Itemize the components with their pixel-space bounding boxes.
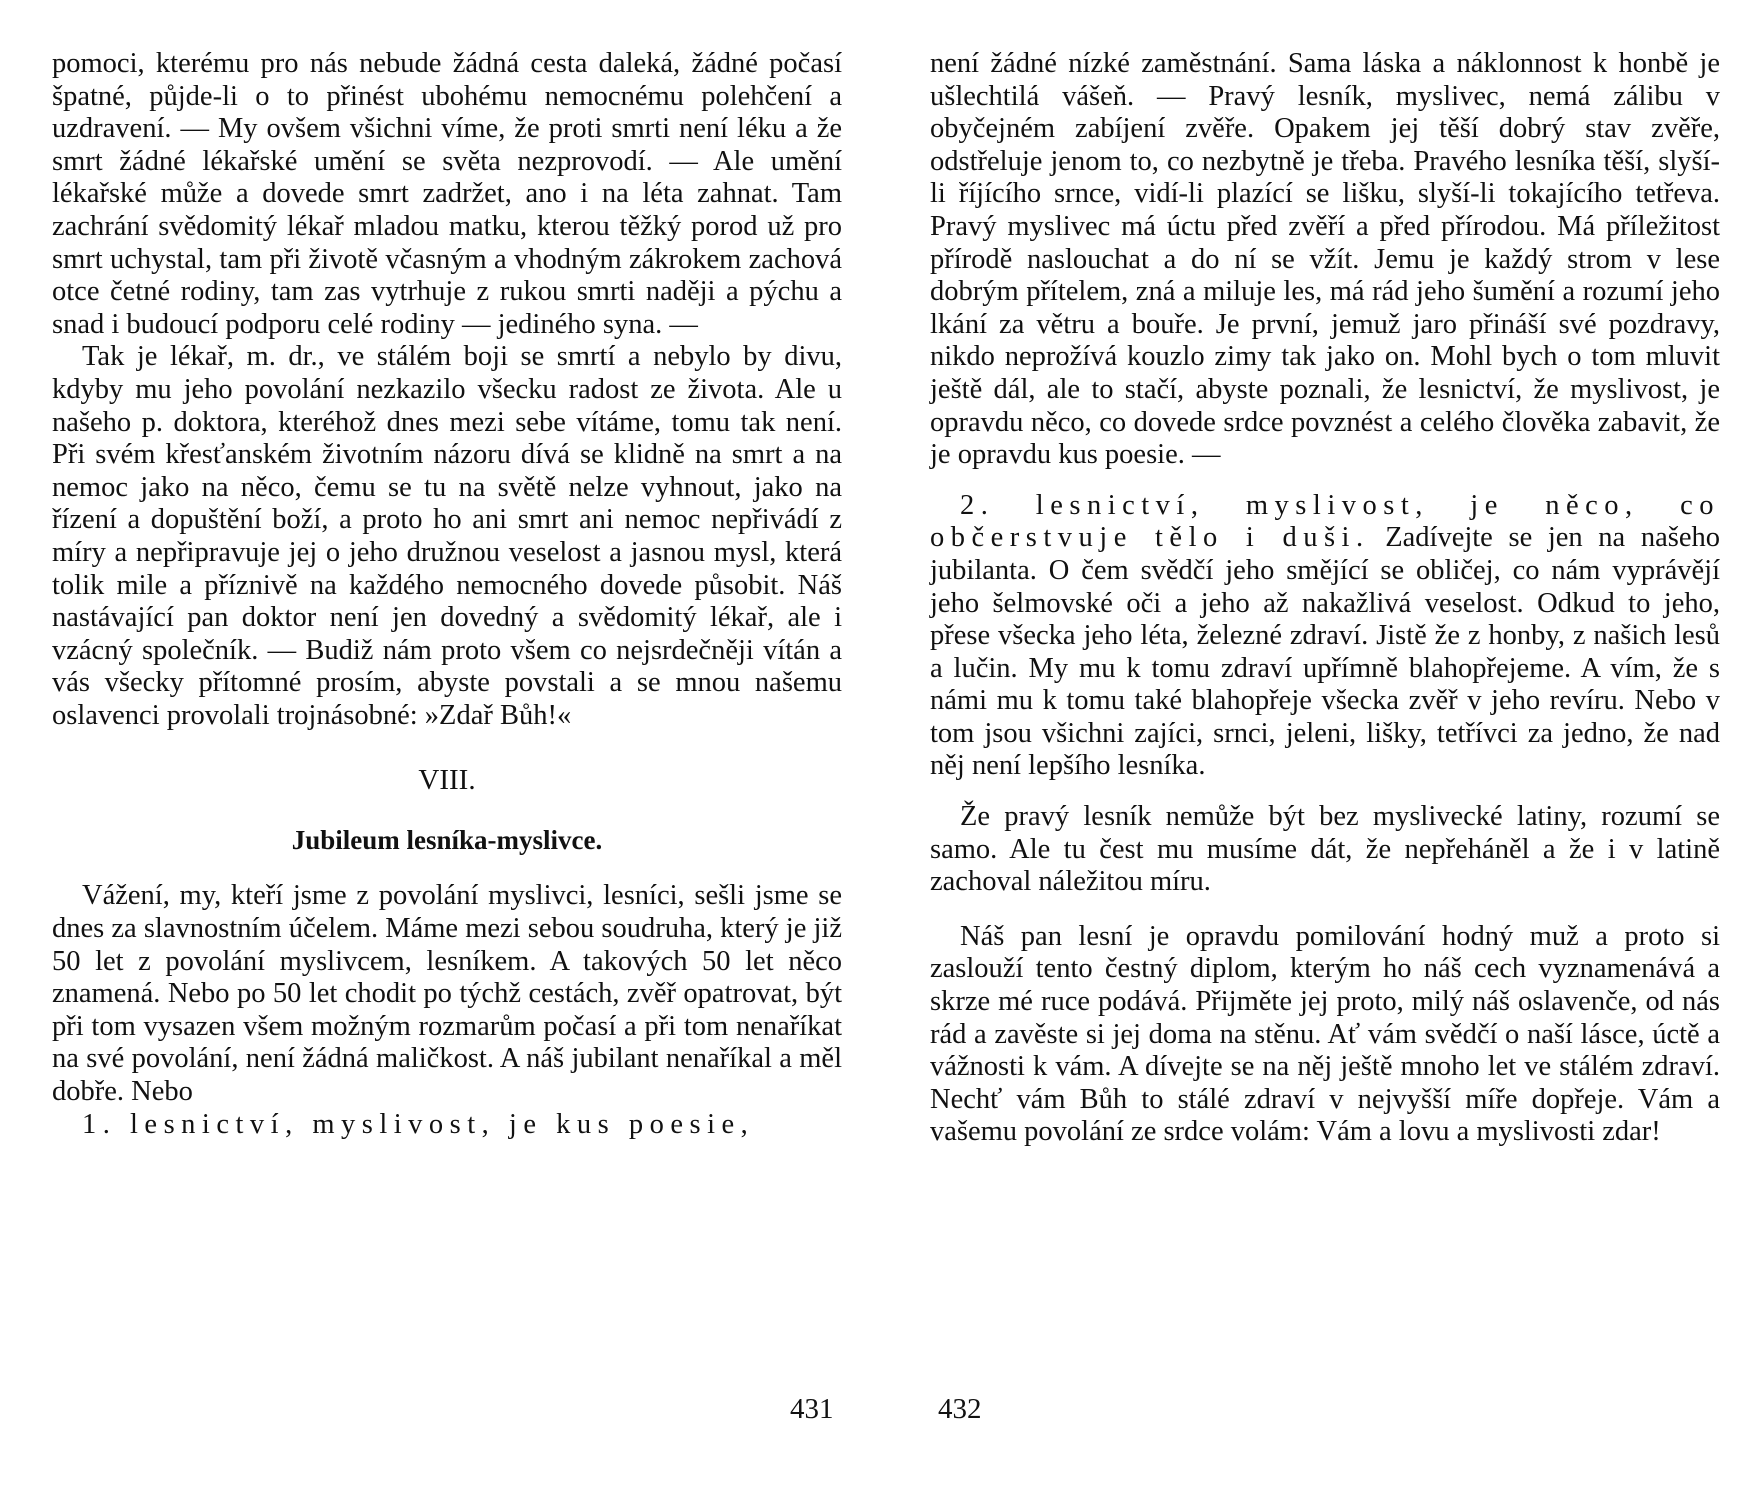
right-paragraph-2-text: Zadívejte se jen na našeho jubilanta. O čem svědčí jeho smějící se obličej, co nám vyprávějí jeho šelmovské oči a jeho až nakažlivá veselost. Odkud to jeho, přese všecka jeho léta, železné zdraví. Jistě že z honby, z našich lesů a lučin. My mu k tomu zdraví upřímně blahopřejeme. A vím, že s námi mu k tomu také blahopřeje všecka zvěř v jeho revíru. Nebo v tom jsou všichni zajíci, srnci, jeleni, lišky, tetřívci za jedno, že nad něj není lepšího lesníka. xyxy=(930,522,1720,782)
spaced-phrase-2: 2. lesnictví, myslivost, je něco, co občerstvuje tělo i duši. xyxy=(930,489,1720,554)
page-number-right: 432 xyxy=(938,1393,982,1425)
chapter-title: Jubileum lesníka-myslivce. xyxy=(291,825,603,856)
right-paragraph-2 xyxy=(930,490,1720,783)
left-paragraph-1: pomoci, kterému pro nás nebude žádná cesta daleká, žádné počasí špatné, půjde-li o to přinést ubohému nemocnému polehčení a uzdravení. — My ovšem všichni víme, že proti smrti není léku a že smrt žádné lékařské umění se světa nezprovodí. — Ale umění lékařské může a dovede smrt zadržet, ano i na léta zahnat. Tam zachrání svědomitý lékař mladou matku, kterou těžký porod už pro smrt uchystal, tam při životě včasným a vhodným zákrokem zachová otce četné rodiny, tam zas vytrhuje z rukou smrti naději a pýchu a snad i budoucí podporu celé rodiny — jediného syna. — xyxy=(52,48,842,340)
chapter-number: VIII. xyxy=(418,764,476,797)
spaced-line-1: 1. lesnictví, myslivost, je kus poesie, xyxy=(82,1108,755,1140)
right-paragraph-3: Že pravý lesník nemůže být bez myslivecké latiny, rozumí se samo. Ale tu čest mu musíme dát, že nepřeháněl a že i v latině zachoval náležitou míru. xyxy=(930,801,1720,898)
right-page xyxy=(930,48,1720,1149)
left-paragraph-2: Tak je lékař, m. dr., ve stálém boji se smrtí a nebylo by divu, kdyby mu jeho povolání nezkazilo všecku radost ze života. Ale u našeho p. doktora, kteréhož dnes mezi sebe vítáme, tomu tak není. Při svém křesťanském životním názoru dívá se klidně na smrt a na nemoc jako na něco, čemu se tu na světě nelze vyhnout, jako na řízení a dopuštění boží, a proto ho ani smrt ani nemoc nepřivádí z míry a nepřipravuje jej o jeho družnou veselost a jasnou mysl, která tolik mile a příznivě na každého nemocného dovede působit. Náš nastávající pan doktor není jen dovedný a svědomitý lékař, ale i vzácný společník. — Budiž nám proto všem co nejsrdečněji vítán a vás všecky přítomné prosím, abyste povstali a se mnou našemu oslavenci provolali trojnásobné: »Zdař Bůh!« xyxy=(52,341,842,731)
chapter-paragraph: Vážení, my, kteří jsme z povolání myslivci, lesníci, sešli jsme se dnes za slavnostním účelem. Máme mezi sebou soudruha, který je již 50 let z povolání myslivcem, lesníkem. A takových 50 let něco znamená. Nebo po 50 let chodit po týchž cestách, zvěř opatrovat, být při tom vysazen všem možným rozmarům počasí a při tom nenaříkat na své povolání, není žádná maličkost. A náš jubilant nenaříkal a měl dobře. Nebo xyxy=(52,880,842,1108)
right-paragraph-4: Náš pan lesní je opravdu pomilování hodný muž a proto si zaslouží tento čestný diplom, kterým ho náš cech vyznamenává a skrze mé ruce podává. Přijměte jej proto, milý náš oslavenče, od nás rád a zavěste si jej doma na stěnu. Ať vám svědčí o naší lásce, úctě a vážnosti k vám. A dívejte se na něj ještě mnoho let ve stálém zdraví. Nechť vám Bůh to stálé zdraví v nejvyšší míře dopřeje. Vám a vašemu povolání ze srdce volám: Vám a lovu a myslivosti zdar! xyxy=(930,920,1720,1148)
right-paragraph-1: není žádné nízké zaměstnání. Sama láska a náklonnost k honbě je ušlechtilá vášeň. — Pravý lesník, myslivec, nemá zálibu v obyčejném zabíjení zvěře. Opakem jej těší dobrý stav zvěře, odstřeluje jenom to, co nezbytně je třeba. Pravého lesníka těší, slyší-li říjícího srnce, vidí-li plazící se lišku, slyší-li tokajícího tetřeva. Pravý myslivec má úctu před zvěří a před přírodou. Má příležitost přírodě naslouchat a do ní se vžít. Jemu je každý strom v lese dobrým přítelem, zná a miluje les, má rád jeho šumění a rozumí jeho lkání za větru a bouře. Je první, jemuž jaro přináší své pozdravy, nikdo neprožívá kouzlo zimy tak jako on. Mohl bych o tom mluvit ještě dál, ale to stačí, abyste poznali, že lesnictví, že myslivost, je opravdu něco, co dovede srdce povznést a celého člověka zabavit, že je opravdu kus poesie. — xyxy=(930,48,1720,471)
left-page xyxy=(52,48,842,1141)
page-number-left: 431 xyxy=(790,1393,834,1425)
